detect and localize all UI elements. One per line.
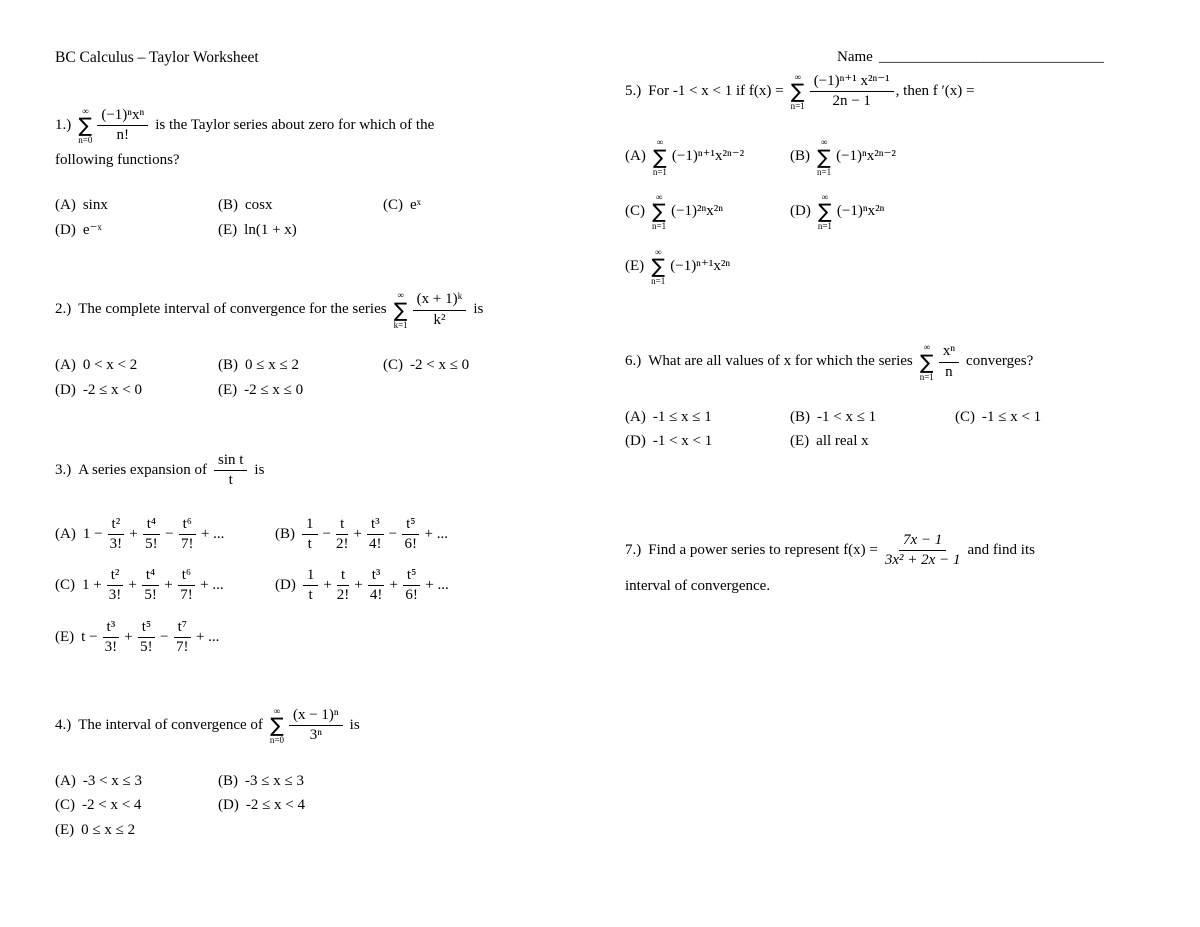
q5-number: 5.) [625, 82, 642, 99]
question-7 [625, 532, 1160, 597]
q4-option-e-text: 0 ≤ x ≤ 2 [81, 821, 136, 838]
q2-option-c-text: -2 < x ≤ 0 [410, 357, 470, 374]
q3-option-d-formula: $\frac{1}{t}$ + $\frac{t}{2!}$ + $\frac{\text{t³}}{4!}$ + $\frac{\text{t⁵}}{6!}$ + ... [303, 567, 449, 605]
question-6 [625, 342, 1160, 452]
name-label: Name [837, 49, 873, 65]
question-4 [55, 706, 575, 840]
q6-option-e-text: all real x [816, 433, 869, 450]
q2-option-b-label: (B) [218, 357, 238, 374]
q6-series-formula: ∞ ∑ n=1 $\frac{\text{xⁿ}}{n}$ [920, 342, 959, 382]
q2-stem [55, 290, 575, 330]
q7-stem [625, 532, 1160, 570]
q4-option-d-text: -2 ≤ x < 4 [245, 797, 306, 814]
q4-option-b [218, 772, 575, 792]
q5-option-a [625, 137, 790, 177]
q6-option-a-label: (A) [625, 408, 646, 425]
q4-number: 4.) [55, 717, 72, 734]
q1-option-b [218, 196, 383, 216]
q1-option-d [55, 221, 218, 241]
q3-stem-text: A series expansion of [78, 462, 207, 479]
q7-fraction: $\frac{7x - 1}{\text{3x² + 2x − 1}}$ [884, 531, 961, 569]
q3-option-a [55, 516, 275, 554]
q2-option-d-text: -2 ≤ x < 0 [82, 381, 143, 398]
q1-option-d-text: e⁻ˣ [82, 221, 102, 238]
q4-option-b-label: (B) [218, 772, 238, 789]
q1-options [55, 196, 575, 240]
q2-option-d [55, 381, 218, 401]
q4-stem [55, 706, 575, 746]
q5-series-formula: ∞ ∑ n=1 $\frac{\text{(−1)ⁿ⁺¹ x²ⁿ⁻¹}}{2n - 1}$ [791, 72, 894, 112]
q2-option-d-label: (D) [55, 381, 76, 398]
q1-option-c [383, 196, 575, 216]
question-3 [55, 452, 575, 656]
q1-stem-line2: following functions? [55, 151, 180, 168]
q1-option-a-text: sinx [82, 197, 108, 214]
q2-option-e-label: (E) [218, 381, 238, 398]
q2-option-c-label: (C) [383, 357, 403, 374]
name-blank-line: ______________________________ [878, 49, 1104, 65]
q3-stem [55, 452, 575, 490]
q3-option-c-label: (C) [55, 577, 75, 594]
question-1 [55, 106, 575, 240]
q5-option-d-formula: ∞ ∑ n=1 (−1)ⁿx²ⁿ [817, 191, 885, 232]
q5-option-d [790, 192, 1160, 232]
q1-option-e-label: (E) [218, 221, 238, 238]
q1-option-e [218, 221, 383, 241]
left-column [0, 0, 575, 927]
q4-option-a-label: (A) [55, 772, 76, 789]
q5-option-e-label: (E) [625, 257, 645, 274]
q2-option-c [383, 356, 575, 376]
page-title: BC Calculus – Taylor Worksheet [55, 49, 259, 66]
q3-stem-text-after: is [254, 462, 265, 479]
q4-option-b-text: -3 ≤ x ≤ 3 [245, 772, 304, 789]
q5-option-c-formula: ∞ ∑ n=1 (−1)²ⁿx²ⁿ [652, 191, 723, 232]
q6-option-a-text: -1 ≤ x ≤ 1 [652, 408, 712, 425]
q7-number: 7.) [625, 541, 642, 558]
q6-option-d [625, 432, 790, 452]
q4-stem-text-after: is [349, 717, 360, 734]
q6-option-d-label: (D) [625, 433, 646, 450]
q2-option-b [218, 356, 383, 376]
q5-option-e [625, 247, 790, 287]
q6-option-d-text: -1 < x < 1 [652, 433, 713, 450]
q3-option-d [275, 567, 575, 605]
q5-option-a-label: (A) [625, 148, 646, 165]
q6-number: 6.) [625, 353, 642, 370]
q6-option-b-label: (B) [790, 408, 810, 425]
q3-option-b-formula: $\frac{1}{t}$ − $\frac{t}{2!}$ + $\frac{\text{t³}}{4!}$ − $\frac{\text{t⁵}}{6!}$ + ... [302, 516, 448, 554]
q2-number: 2.) [55, 301, 72, 318]
q4-option-a-text: -3 < x ≤ 3 [82, 772, 143, 789]
q6-stem-text: What are all values of x for which the series [648, 353, 913, 370]
q4-options [55, 772, 575, 841]
q3-option-e-label: (E) [55, 628, 75, 645]
q1-stem-text: is the Taylor series about zero for which of the [155, 117, 435, 134]
q6-option-e [790, 432, 955, 452]
q6-option-e-label: (E) [790, 433, 810, 450]
q1-stem [55, 106, 575, 146]
q5-stem-text: For -1 < x < 1 if f(x) = [648, 82, 784, 99]
q1-option-b-label: (B) [218, 197, 238, 214]
q2-option-a-label: (A) [55, 357, 76, 374]
q2-option-e-text: -2 ≤ x ≤ 0 [244, 381, 304, 398]
q2-option-a [55, 356, 218, 376]
q3-option-a-formula: 1 − $\frac{\text{t²}}{3!}$ + $\frac{\text{t⁴}}{5!}$ − $\frac{\text{t⁶}}{7!}$ + ... [82, 515, 225, 552]
q7-stem-line2: interval of convergence. [625, 578, 771, 595]
q5-option-c-label: (C) [625, 202, 645, 219]
q3-option-c [55, 567, 275, 605]
q6-stem [625, 342, 1160, 382]
q3-option-b-label: (B) [275, 525, 295, 542]
q3-option-c-formula: 1 + $\frac{\text{t²}}{3!}$ + $\frac{\text{t⁴}}{5!}$ + $\frac{\text{t⁶}}{7!}$ + ... [82, 567, 224, 604]
q1-option-d-label: (D) [55, 221, 76, 238]
q4-stem-text: The interval of convergence of [78, 717, 263, 734]
q5-option-b-formula: ∞ ∑ n=1 (−1)ⁿx²ⁿ⁻² [817, 137, 896, 177]
q1-option-e-text: ln(1 + x) [244, 221, 297, 238]
q5-stem [625, 72, 1160, 112]
q3-options [55, 516, 575, 657]
q4-option-d [218, 796, 575, 816]
q2-option-e [218, 381, 383, 401]
q4-option-c-text: -2 < x < 4 [82, 797, 142, 814]
q6-option-b [790, 408, 955, 428]
q6-option-a [625, 408, 790, 428]
q2-options [55, 356, 575, 400]
q6-stem-text-after: converges? [966, 353, 1034, 370]
q1-option-c-text: eˣ [410, 197, 421, 214]
q3-option-b [275, 516, 575, 554]
q4-option-d-label: (D) [218, 797, 239, 814]
q6-option-c-label: (C) [955, 408, 975, 425]
q7-stem-text-after: and find its [967, 541, 1035, 558]
q5-option-b-label: (B) [790, 148, 810, 165]
q6-option-c [955, 408, 1160, 428]
question-2 [55, 290, 575, 400]
q5-option-d-label: (D) [790, 202, 811, 219]
q6-options [625, 408, 1160, 452]
q2-series-formula: ∞ ∑ k=1 $\frac{\text{(x + 1)ᵏ}}{\text{k²}}$ [394, 290, 467, 330]
q5-option-e-formula: ∞ ∑ n=1 (−1)ⁿ⁺¹x²ⁿ [651, 246, 731, 286]
name-row [625, 48, 1160, 68]
q2-stem-text-after: is [473, 301, 484, 318]
q1-option-a-label: (A) [55, 197, 76, 214]
q3-option-e-formula: t − $\frac{\text{t³}}{3!}$ + $\frac{\text{t⁵}}{5!}$ − $\frac{\text{t⁷}}{7!}$ + ... [81, 618, 220, 655]
q4-option-c-label: (C) [55, 797, 75, 814]
q2-stem-text: The complete interval of convergence for the series [78, 301, 387, 318]
q1-number: 1.) [55, 117, 72, 134]
q3-option-e [55, 619, 275, 657]
q5-stem-text-after: , then f ′(x) = [895, 82, 975, 99]
q5-option-c [625, 192, 790, 232]
q2-option-b-text: 0 ≤ x ≤ 2 [245, 357, 299, 374]
q1-option-c-label: (C) [383, 197, 403, 214]
q5-option-a-formula: ∞ ∑ n=1 (−1)ⁿ⁺¹x²ⁿ⁻² [652, 137, 745, 177]
q6-option-b-text: -1 < x ≤ 1 [817, 408, 877, 425]
q3-fraction: $\frac{\text{sin t}}{t}$ [214, 452, 247, 490]
q4-option-a [55, 772, 218, 792]
q1-series-formula: ∞ ∑ n=0 $\frac{\text{(−1)ⁿxⁿ}}{n!}$ [78, 106, 148, 146]
q1-option-b-text: cosx [245, 197, 273, 214]
q4-series-formula: ∞ ∑ n=0 $\frac{\text{(x − 1)ⁿ}}{\text{3ⁿ}}$ [270, 706, 343, 746]
q3-number: 3.) [55, 462, 72, 479]
q6-option-c-text: -1 ≤ x < 1 [982, 408, 1042, 425]
q4-option-e-label: (E) [55, 821, 75, 838]
q5-option-b [790, 137, 1160, 177]
q2-option-a-text: 0 < x < 2 [82, 357, 138, 374]
q5-options [625, 137, 1160, 286]
q7-stem-text: Find a power series to represent f(x) = [648, 541, 878, 558]
question-5 [625, 72, 1160, 287]
q3-option-a-label: (A) [55, 525, 76, 542]
q3-option-d-label: (D) [275, 577, 296, 594]
right-column [575, 0, 1200, 927]
q4-option-e [55, 821, 218, 841]
q1-option-a [55, 196, 218, 216]
q4-option-c [55, 796, 218, 816]
